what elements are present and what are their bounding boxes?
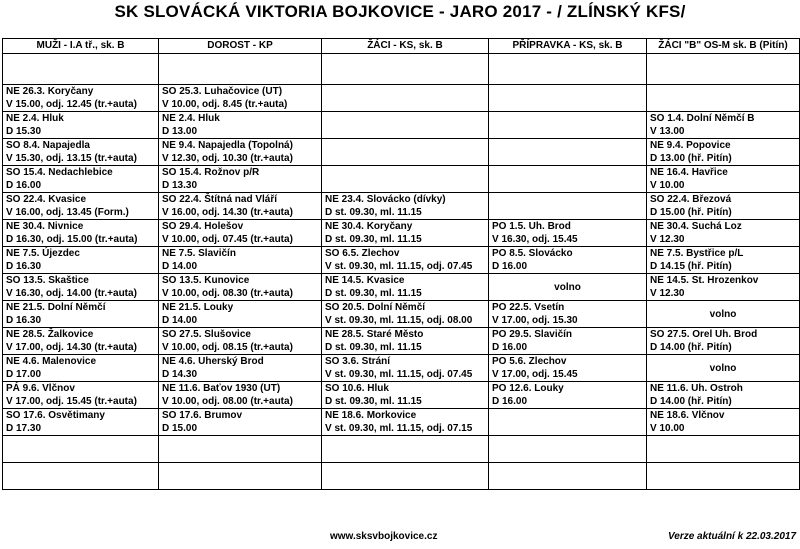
schedule-cell <box>322 166 489 193</box>
schedule-table <box>2 38 800 490</box>
schedule-cell <box>489 328 647 355</box>
schedule-cell <box>647 112 800 139</box>
schedule-cell <box>647 301 800 328</box>
cell-line: V 10.00, odj. 08.30 (tr.+auta) <box>162 288 293 299</box>
cell-line: PO 29.5. Slavičín <box>492 329 573 340</box>
cell-line: D 15.00 <box>162 423 198 434</box>
table-row <box>3 220 800 247</box>
cell-line: SO 15.4. Rožnov p/R <box>162 167 260 178</box>
cell-line: V 17.00, odj. 15.30 <box>492 315 578 326</box>
table-row <box>3 166 800 193</box>
schedule-cell <box>647 85 800 112</box>
schedule-cell <box>3 85 159 112</box>
cell-line: NE 2.4. Hluk <box>162 113 220 124</box>
column-header: ŽÁCI - KS, sk. B <box>322 39 489 54</box>
cell-line: SO 27.5. Orel Uh. Brod <box>650 329 758 340</box>
cell-line: SO 25.3. Luhačovice (UT) <box>162 86 283 97</box>
table-row <box>3 355 800 382</box>
cell-line: NE 30.4. Nivnice <box>6 221 84 232</box>
cell-line: D 14.00 (hř. Pitín) <box>650 342 732 353</box>
schedule-cell <box>3 355 159 382</box>
page-title: SK SLOVÁCKÁ VIKTORIA BOJKOVICE - JARO 2017 - / ZLÍNSKÝ KFS/ <box>114 2 686 21</box>
cell-line: SO 6.5. Zlechov <box>325 248 400 259</box>
schedule-cell <box>3 220 159 247</box>
schedule-cell <box>322 220 489 247</box>
schedule-cell <box>159 301 322 328</box>
schedule-cell <box>3 166 159 193</box>
cell-line: V 17.00, odj. 15.45 (tr.+auta) <box>6 396 137 407</box>
schedule-cell <box>489 247 647 274</box>
schedule-cell <box>159 409 322 436</box>
version-note: Verze aktuální k 22.03.2017 <box>667 531 796 542</box>
schedule-cell <box>489 193 647 220</box>
cell-line: SO 17.6. Brumov <box>162 410 243 421</box>
table-row <box>3 274 800 301</box>
schedule-cell <box>159 166 322 193</box>
schedule-cell <box>3 54 159 85</box>
cell-line: D 13.00 <box>162 126 198 137</box>
cell-line: SO 13.5. Skaštice <box>6 275 89 286</box>
schedule-cell <box>322 54 489 85</box>
schedule-cell <box>159 355 322 382</box>
cell-line: V 12.30, odj. 10.30 (tr.+auta) <box>162 153 293 164</box>
cell-line: NE 30.4. Suchá Loz <box>650 221 742 232</box>
schedule-cell <box>3 328 159 355</box>
cell-line: volno <box>554 281 581 293</box>
cell-line: V st. 09.30, ml. 11.15, odj. 07.15 <box>325 423 473 434</box>
cell-line: NE 21.5. Dolní Němčí <box>6 302 106 313</box>
cell-line: D 16.00 <box>6 180 42 191</box>
cell-line: D 17.00 <box>6 369 42 380</box>
cell-line: D 16.30, odj. 15.00 (tr.+auta) <box>6 234 138 245</box>
cell-line: NE 9.4. Napajedla (Topolná) <box>162 140 293 151</box>
table-row <box>3 112 800 139</box>
schedule-cell <box>159 247 322 274</box>
schedule-cell <box>3 112 159 139</box>
cell-line: D 13.00 (hř. Pitín) <box>650 153 732 164</box>
cell-line: volno <box>709 308 737 320</box>
cell-line: V 17.00, odj. 15.45 <box>492 369 578 380</box>
cell-line: V 12.30 <box>650 288 685 299</box>
schedule-cell <box>489 220 647 247</box>
cell-line: NE 7.5. Slavičín <box>162 248 236 259</box>
cell-line: NE 30.4. Koryčany <box>325 221 413 232</box>
cell-line: D 14.00 <box>162 315 198 326</box>
schedule-cell <box>489 301 647 328</box>
schedule-cell <box>489 166 647 193</box>
schedule-cell <box>489 463 647 490</box>
cell-line: SO 27.5. Slušovice <box>162 329 251 340</box>
schedule-cell <box>489 409 647 436</box>
cell-line: D 16.00 <box>492 261 528 272</box>
cell-line: V 16.00, odj. 13.45 (Form.) <box>6 207 129 218</box>
table-row <box>3 54 800 85</box>
schedule-cell <box>647 166 800 193</box>
schedule-cell <box>647 328 800 355</box>
schedule-cell <box>322 328 489 355</box>
schedule-cell <box>489 85 647 112</box>
cell-line: NE 4.6. Malenovice <box>6 356 97 367</box>
cell-line: NE 18.6. Vlčnov <box>650 410 725 421</box>
cell-line: SO 20.5. Dolní Němčí <box>325 302 426 313</box>
cell-line: V 15.00, odj. 12.45 (tr.+auta) <box>6 99 137 110</box>
schedule-cell <box>3 463 159 490</box>
schedule-cell <box>322 436 489 463</box>
cell-line: SO 29.4. Holešov <box>162 221 244 232</box>
table-row <box>3 436 800 463</box>
schedule-cell <box>3 301 159 328</box>
cell-line: SO 15.4. Nedachlebice <box>6 167 113 178</box>
cell-line: PÁ 9.6. Vlčnov <box>6 383 75 394</box>
schedule-cell <box>159 328 322 355</box>
schedule-cell <box>159 274 322 301</box>
schedule-cell <box>322 139 489 166</box>
table-row <box>3 85 800 112</box>
schedule-cell <box>489 436 647 463</box>
cell-line: D 14.00 <box>162 261 198 272</box>
schedule-cell <box>159 54 322 85</box>
table-row <box>3 247 800 274</box>
column-header: MUŽI - I.A tř., sk. B <box>3 39 159 54</box>
schedule-cell <box>322 247 489 274</box>
cell-line: NE 18.6. Morkovice <box>325 410 417 421</box>
schedule-cell <box>159 193 322 220</box>
schedule-cell <box>3 409 159 436</box>
cell-line: V st. 09.30, ml. 11.15, odj. 07.45 <box>325 261 473 272</box>
cell-line: NE 4.6. Uherský Brod <box>162 356 264 367</box>
cell-line: NE 16.4. Havřice <box>650 167 728 178</box>
schedule-cell <box>647 355 800 382</box>
schedule-cell <box>647 220 800 247</box>
cell-line: SO 17.6. Osvětimany <box>6 410 105 421</box>
schedule-cell <box>322 112 489 139</box>
cell-line: D st. 09.30, ml. 11.15 <box>325 234 422 245</box>
schedule-cell <box>3 436 159 463</box>
cell-line: PO 22.5. Vsetín <box>492 302 565 313</box>
cell-line: NE 11.6. Uh. Ostroh <box>650 383 743 394</box>
cell-line: NE 7.5. Újezdec <box>6 248 80 259</box>
cell-line: D 16.00 <box>492 396 528 407</box>
schedule-cell <box>489 274 647 301</box>
cell-line: SO 22.4. Štítná nad Vláří <box>162 194 278 205</box>
schedule-cell <box>647 409 800 436</box>
header-row <box>3 39 800 54</box>
schedule-cell <box>489 355 647 382</box>
table-row <box>3 328 800 355</box>
schedule-cell <box>647 54 800 85</box>
cell-line: V 17.00, odj. 14.30 (tr.+auta) <box>6 342 137 353</box>
cell-line: V 16.00, odj. 14.30 (tr.+auta) <box>162 207 293 218</box>
schedule-cell <box>647 193 800 220</box>
cell-line: D 13.30 <box>162 180 198 191</box>
table-row <box>3 463 800 490</box>
cell-line: V 10.00, odj. 8.45 (tr.+auta) <box>162 99 288 110</box>
cell-line: D 15.30 <box>6 126 42 137</box>
cell-line: V 10.00 <box>650 423 685 434</box>
cell-line: D 14.30 <box>162 369 198 380</box>
schedule-cell <box>3 193 159 220</box>
cell-line: SO 22.4. Kvasice <box>6 194 87 205</box>
cell-line: SO 8.4. Napajedla <box>6 140 90 151</box>
cell-line: SO 22.4. Březová <box>650 194 732 205</box>
schedule-cell <box>159 436 322 463</box>
table-row <box>3 139 800 166</box>
schedule-cell <box>159 112 322 139</box>
schedule-cell <box>647 436 800 463</box>
schedule-body <box>3 54 800 490</box>
cell-line: D 16.30 <box>6 261 42 272</box>
schedule-cell <box>647 139 800 166</box>
cell-line: V st. 09.30, ml. 11.15, odj. 08.00 <box>325 315 473 326</box>
cell-line: volno <box>709 362 737 374</box>
cell-line: V 16.30, odj. 14.00 (tr.+auta) <box>6 288 137 299</box>
cell-line: V 10.00, odj. 07.45 (tr.+auta) <box>162 234 293 245</box>
cell-line: NE 23.4. Slovácko (dívky) <box>325 194 446 205</box>
cell-line: D 15.00 (hř. Pitín) <box>650 207 732 218</box>
cell-line: V 10.00, odj. 08.00 (tr.+auta) <box>162 396 293 407</box>
schedule-cell <box>647 247 800 274</box>
cell-line: SO 13.5. Kunovice <box>162 275 250 286</box>
cell-line: NE 2.4. Hluk <box>6 113 64 124</box>
cell-line: V 12.30 <box>650 234 685 245</box>
cell-line: NE 7.5. Bystřice p/L <box>650 248 744 259</box>
table-row <box>3 193 800 220</box>
cell-line: D st. 09.30, ml. 11.15 <box>325 342 422 353</box>
cell-line: SO 1.4. Dolní Němčí B <box>650 113 755 124</box>
schedule-cell <box>3 139 159 166</box>
schedule-cell <box>159 139 322 166</box>
table-row <box>3 382 800 409</box>
schedule-cell <box>322 301 489 328</box>
cell-line: NE 26.3. Koryčany <box>6 86 94 97</box>
table-row <box>3 409 800 436</box>
schedule-cell <box>322 463 489 490</box>
schedule-cell <box>3 274 159 301</box>
cell-line: V 10.00 <box>650 180 685 191</box>
cell-line: NE 21.5. Louky <box>162 302 234 313</box>
column-header: ŽÁCI "B" OS-M sk. B (Pitín) <box>647 39 800 54</box>
cell-line: D st. 09.30, ml. 11.15 <box>325 288 422 299</box>
cell-line: PO 1.5. Uh. Brod <box>492 221 571 232</box>
schedule-cell <box>3 247 159 274</box>
cell-line: NE 28.5. Staré Město <box>325 329 424 340</box>
cell-line: D 16.30 <box>6 315 42 326</box>
cell-line: D 17.30 <box>6 423 42 434</box>
cell-line: D 14.00 (hř. Pitín) <box>650 396 732 407</box>
schedule-cell <box>159 220 322 247</box>
schedule-cell <box>3 382 159 409</box>
cell-line: D 14.15 (hř. Pitín) <box>650 261 732 272</box>
website-link[interactable]: www.sksvbojkovice.cz <box>330 531 438 542</box>
cell-line: D st. 09.30, ml. 11.15 <box>325 207 422 218</box>
schedule-cell <box>159 382 322 409</box>
schedule-cell <box>647 274 800 301</box>
schedule-cell <box>647 382 800 409</box>
cell-line: NE 11.6. Baťov 1930 (UT) <box>162 383 281 394</box>
schedule-cell <box>489 112 647 139</box>
schedule-cell <box>489 139 647 166</box>
cell-line: V 15.30, odj. 13.15 (tr.+auta) <box>6 153 137 164</box>
schedule-cell <box>322 355 489 382</box>
schedule-cell <box>489 382 647 409</box>
schedule-cell <box>647 463 800 490</box>
cell-line: V st. 09.30, ml. 11.15, odj. 07.45 <box>325 369 473 380</box>
schedule-cell <box>159 85 322 112</box>
cell-line: V 13.00 <box>650 126 685 137</box>
table-row <box>3 301 800 328</box>
column-header: PŘÍPRAVKA - KS, sk. B <box>489 39 647 54</box>
schedule-cell <box>322 193 489 220</box>
cell-line: D 16.00 <box>492 342 528 353</box>
cell-line: SO 10.6. Hluk <box>325 383 389 394</box>
schedule-cell <box>322 409 489 436</box>
cell-line: V 10.00, odj. 08.15 (tr.+auta) <box>162 342 293 353</box>
cell-line: NE 14.5. Kvasice <box>325 275 405 286</box>
cell-line: NE 28.5. Žalkovice <box>6 329 94 340</box>
column-header: DOROST - KP <box>159 39 322 54</box>
cell-line: NE 9.4. Popovice <box>650 140 731 151</box>
cell-line: V 16.30, odj. 15.45 <box>492 234 578 245</box>
schedule-cell <box>159 463 322 490</box>
schedule-cell <box>322 382 489 409</box>
cell-line: NE 14.5. St. Hrozenkov <box>650 275 759 286</box>
cell-line: PO 5.6. Zlechov <box>492 356 567 367</box>
schedule-cell <box>489 54 647 85</box>
cell-line: PO 12.6. Louky <box>492 383 564 394</box>
schedule-cell <box>322 85 489 112</box>
cell-line: SO 3.6. Strání <box>325 356 391 367</box>
cell-line: PO 8.5. Slovácko <box>492 248 573 259</box>
cell-line: D st. 09.30, ml. 11.15 <box>325 396 422 407</box>
schedule-cell <box>322 274 489 301</box>
